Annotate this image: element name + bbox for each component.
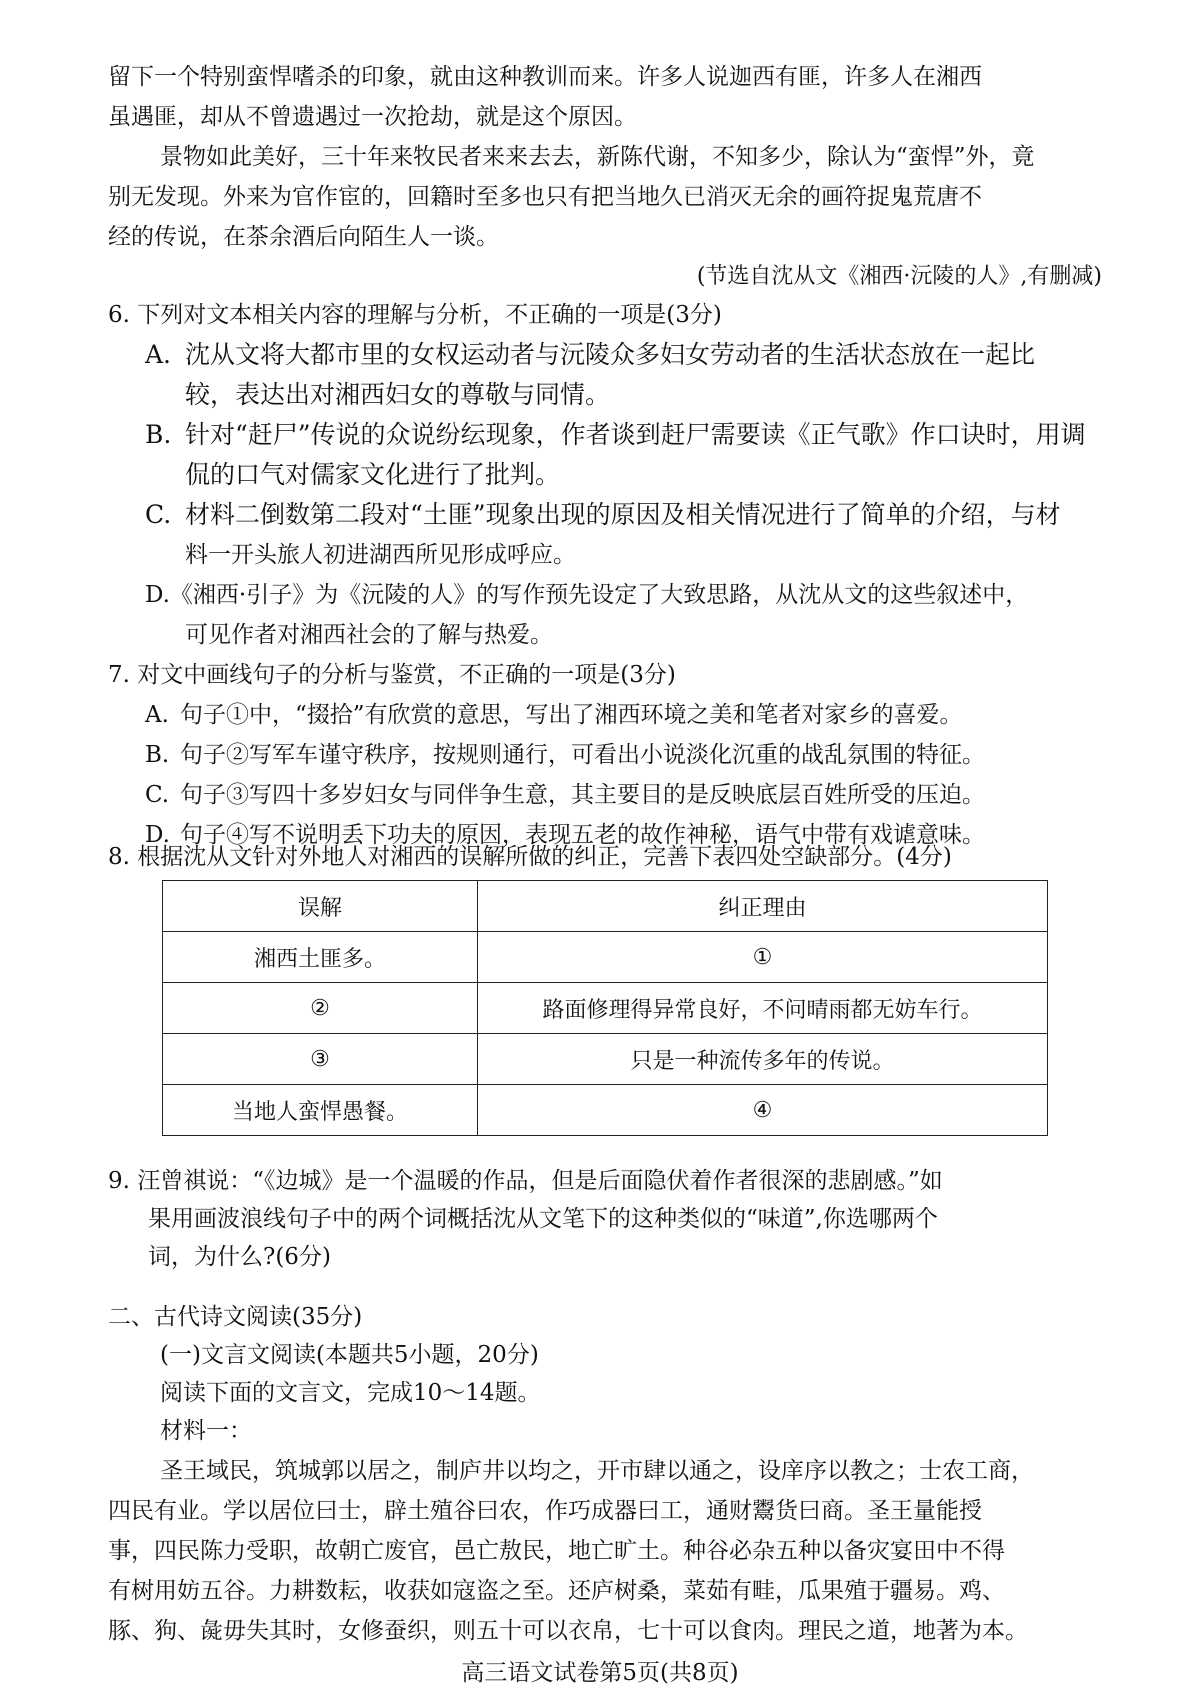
passage-line: 别无发现。外来为官作宦的，回籍时至多也只有把当地久已消灭无余的画符捉鬼荒唐不 bbox=[108, 184, 982, 210]
q7-option-c: 句子③写四十多岁妇女与同伴争生意，其主要目的是反映底层百姓所受的压迫。 bbox=[180, 782, 985, 808]
passage-line: 景物如此美好，三十年来牧民者来来去去，新陈代谢，不知多少，除认为“蛮悍”外，竟 bbox=[160, 144, 1035, 170]
table-cell: 路面修理得异常良好，不问晴雨都无妨车行。 bbox=[478, 983, 1048, 1034]
table-header-row bbox=[163, 881, 1048, 932]
classical-text-line: 圣王域民，筑城郭以居之，制庐井以均之，开市肆以通之，设庠序以教之；士农工商， bbox=[160, 1458, 1034, 1484]
q7-option-d: 句子④写不说明丢下功夫的原因，表现五老的故作神秘，语气中带有戏谑意味。 bbox=[180, 822, 985, 848]
classical-text-line: 四民有业。学以居位曰士，辟土殖谷曰农，作巧成器曰工，通财鬻货曰商。圣王量能授 bbox=[108, 1498, 982, 1524]
classical-text-line: 有树用妨五谷。力耕数耘，收获如寇盗之至。还庐树桑，菜茹有畦，瓜果殖于疆易。鸡、 bbox=[108, 1578, 1005, 1604]
table-header-cell: 纠正理由 bbox=[478, 881, 1048, 932]
table-cell: ④ bbox=[478, 1085, 1048, 1136]
question-8-stem: 8. 根据沈从文针对外地人对湘西的误解所做的纠正，完善下表四处空缺部分。(4分) bbox=[108, 844, 952, 870]
correction-table bbox=[162, 880, 1048, 1136]
table-row bbox=[163, 1085, 1048, 1136]
q6-option-d: 可见作者对湘西社会的了解与热爱。 bbox=[185, 622, 553, 648]
table-row bbox=[163, 1034, 1048, 1085]
q6-option-b: 针对“赶尸”传说的众说纷纭现象，作者谈到赶尸需要读《正气歌》作口诀时，用调 bbox=[185, 420, 1086, 449]
classical-text-line: 豚、狗、彘毋失其时，女修蚕织，则五十可以衣帛，七十可以食肉。理民之道，地著为本。 bbox=[108, 1618, 1028, 1644]
question-6-stem: 6. 下列对文本相关内容的理解与分析，不正确的一项是(3分) bbox=[108, 302, 722, 328]
q6-option-c: 材料二倒数第二段对“土匪”现象出现的原因及相关情况进行了简单的介绍，与材 bbox=[185, 500, 1061, 529]
section-2-instruction: 阅读下面的文言文，完成10～14题。 bbox=[160, 1380, 541, 1406]
q7-option-c-label: C. bbox=[145, 782, 170, 808]
q7-option-b: 句子②写军车谨守秩序，按规则通行，可看出小说淡化沉重的战乱氛围的特征。 bbox=[180, 742, 985, 768]
table-cell: ① bbox=[478, 932, 1048, 983]
q6-option-a: 较，表达出对湘西妇女的尊敬与同情。 bbox=[185, 380, 611, 409]
question-9-stem: 9. 汪曾祺说：“《边城》是一个温暖的作品，但是后面隐伏着作者很深的悲剧感。”如 bbox=[108, 1168, 943, 1194]
q6-option-b: 侃的口气对儒家文化进行了批判。 bbox=[185, 460, 561, 489]
q7-option-a: 句子①中，“掇拾”有欣赏的意思，写出了湘西环境之美和笔者对家乡的喜爱。 bbox=[180, 702, 963, 728]
passage-line: 留下一个特别蛮悍嗜杀的印象，就由这种教训而来。许多人说迦西有匪，许多人在湘西 bbox=[108, 64, 982, 90]
table-header-cell: 误解 bbox=[163, 881, 478, 932]
table-row bbox=[163, 932, 1048, 983]
q7-option-b-label: B. bbox=[145, 742, 170, 768]
q6-option-a-label: A. bbox=[145, 340, 172, 369]
q6-option-c: 料一开头旅人初进湖西所见形成呼应。 bbox=[185, 542, 576, 568]
question-9-stem: 果用画波浪线句子中的两个词概括沈从文笔下的这种类似的“味道”,你选哪两个 bbox=[148, 1206, 938, 1232]
section-2-subtitle: (一)文言文阅读(本题共5小题，20分) bbox=[160, 1342, 539, 1368]
table-cell: ② bbox=[163, 983, 478, 1034]
table-cell: 只是一种流传多年的传说。 bbox=[478, 1034, 1048, 1085]
page-footer: 高三语文试卷第5页(共8页) bbox=[461, 1660, 739, 1686]
q6-option-c-label: C. bbox=[145, 500, 172, 529]
passage-source: (节选自沈从文《湘西·沅陵的人》,有删减) bbox=[696, 264, 1102, 289]
q6-option-b-label: B. bbox=[145, 420, 172, 449]
section-2-title: 二、古代诗文阅读(35分) bbox=[108, 1304, 363, 1330]
q7-option-a-label: A. bbox=[145, 702, 169, 728]
question-7-stem: 7. 对文中画线句子的分析与鉴赏，不正确的一项是(3分) bbox=[108, 662, 676, 688]
table-row bbox=[163, 983, 1048, 1034]
classical-text-line: 事，四民陈力受职，故朝亡废官，邑亡敖民，地亡旷土。种谷必杂五种以备灾宴田中不得 bbox=[108, 1538, 1005, 1564]
table-cell: ③ bbox=[163, 1034, 478, 1085]
q6-option-d: D.《湘西·引子》为《沅陵的人》的写作预先设定了大致思路，从沈从文的这些叙述中， bbox=[145, 582, 1029, 608]
material-label: 材料一： bbox=[160, 1418, 252, 1444]
q6-option-a: 沈从文将大都市里的女权运动者与沅陵众多妇女劳动者的生活状态放在一起比 bbox=[185, 340, 1036, 369]
question-9-stem: 词，为什么?(6分) bbox=[148, 1244, 331, 1270]
passage-line: 经的传说，在茶余酒后向陌生人一谈。 bbox=[108, 224, 499, 250]
table-cell: 当地人蛮悍愚餐。 bbox=[163, 1085, 478, 1136]
table-cell: 湘西土匪多。 bbox=[163, 932, 478, 983]
q7-option-d-label: D. bbox=[145, 822, 170, 848]
passage-line: 虽遇匪，却从不曾遗遇过一次抢劫，就是这个原因。 bbox=[108, 104, 637, 130]
